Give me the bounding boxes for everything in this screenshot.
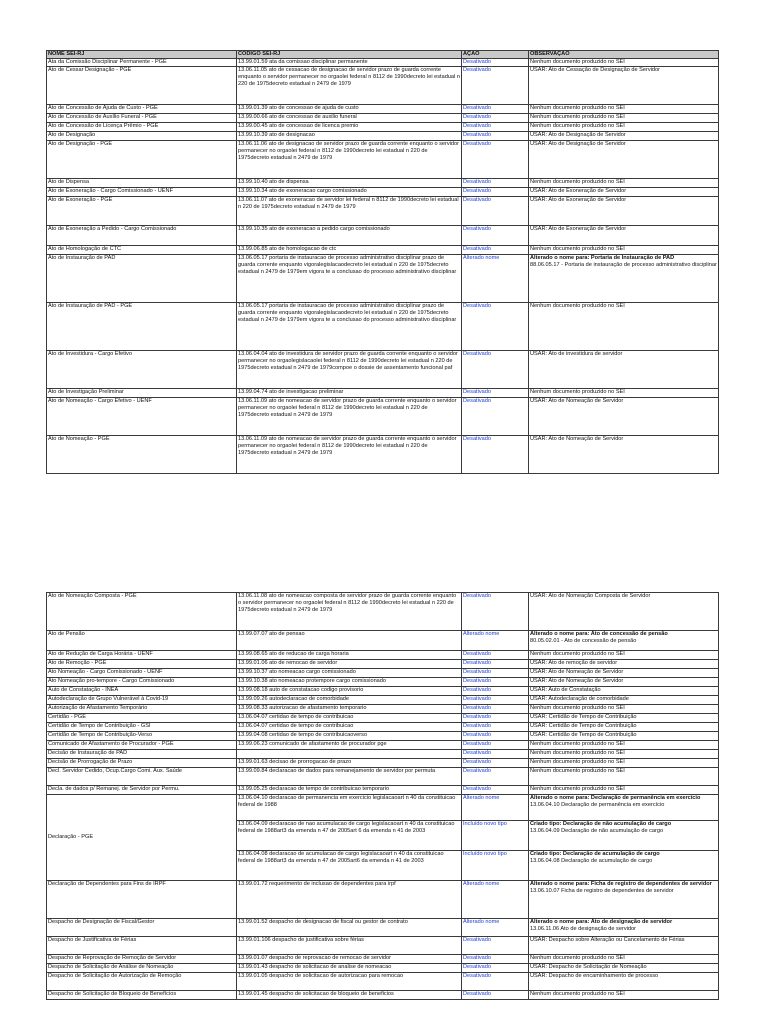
cell-acao: Desativado bbox=[462, 132, 529, 141]
cell-acao: Desativado bbox=[462, 651, 529, 660]
table-row bbox=[47, 795, 719, 821]
table-header-row bbox=[47, 51, 719, 59]
cell-nome: Ato Nomeação pro-tempore - Cargo Comissionado bbox=[47, 678, 237, 687]
cell-observacao bbox=[529, 351, 719, 389]
cell-nome: Ato de Nomeação - Cargo Efetivo - UENF bbox=[47, 398, 237, 436]
observation-text: Nenhum documento produzido no SEI bbox=[530, 955, 625, 961]
cell-acao: Desativado bbox=[462, 303, 529, 351]
cell-acao: Desativado bbox=[462, 188, 529, 197]
table-row bbox=[47, 67, 719, 105]
cell-observacao bbox=[529, 696, 719, 705]
observation-text: USAR: Ato de Cessação de Designação de Servidor bbox=[530, 67, 660, 73]
cell-nome: Autorização de Afastamento Temporário bbox=[47, 705, 237, 714]
cell-codigo: 13.99.09.26 autodeclaracao de comorbidade bbox=[237, 696, 462, 705]
cell-observacao bbox=[529, 678, 719, 687]
cell-observacao bbox=[529, 197, 719, 226]
cell-codigo: 13.06.05.17 portaria de instauracao de processo administrativo disciplinar prazo de guarda corrente enquanto vigoralegislacaodecreto lei estadual n 220 de 1975decreto estadual n 2479 de 1979em vigora te a conclusao do processo administrativo disciplinar bbox=[237, 303, 462, 351]
table-row bbox=[47, 631, 719, 651]
cell-acao: Desativado bbox=[462, 687, 529, 696]
cell-codigo: 13.99.01.07 despacho de reprovacao de remocao de servidor bbox=[237, 955, 462, 964]
observation-text: USAR: Auto de Constatação bbox=[530, 687, 601, 693]
table-row bbox=[47, 197, 719, 226]
observation-text: USAR: Ato de Nomeação de Servidor bbox=[530, 678, 624, 684]
cell-observacao bbox=[529, 303, 719, 351]
table-row bbox=[47, 132, 719, 141]
cell-codigo: 13.99.01.05 despacho de solicitacao de autorizacao para remocao bbox=[237, 973, 462, 991]
cell-codigo: 13.99.10.40 ato de dispensa bbox=[237, 179, 462, 188]
observation-text: Nenhum documento produzido no SEI bbox=[530, 179, 625, 185]
cell-acao: Desativado bbox=[462, 141, 529, 179]
cell-nome: Ato de Designação - PGE bbox=[47, 141, 237, 179]
observation-text: Nenhum documento produzido no SEI bbox=[530, 59, 625, 65]
cell-acao: Desativado bbox=[462, 59, 529, 67]
cell-nome: Ato de Nomeação Composta - PGE bbox=[47, 593, 237, 631]
table-body-bottom bbox=[47, 593, 719, 1000]
cell-nome: Ato de Investigação Preliminar bbox=[47, 389, 237, 398]
header-codigo: CÓDIGO SEI-RJ bbox=[237, 51, 462, 59]
cell-codigo: 13.99.01.45 despacho de solicitacao de bloqueio de beneficios bbox=[237, 991, 462, 1000]
cell-nome: Ato de Exoneração - Cargo Comissionado - UENF bbox=[47, 188, 237, 197]
observation-title: Alterado o nome para: Ficha de registro de dependentes de servidor bbox=[530, 881, 712, 887]
cell-codigo: 13.99.08.65 ato de reducao de carga horaria bbox=[237, 651, 462, 660]
cell-nome: Ato de Pensão bbox=[47, 631, 237, 651]
cell-nome: Ato de Concessão de Ajuda de Custo - PGE bbox=[47, 105, 237, 114]
table-row bbox=[47, 246, 719, 255]
cell-nome: Ato Nomeação - Cargo Comissionado - UENF bbox=[47, 669, 237, 678]
cell-codigo: 13.99.10.35 ato de exoneracao a pedido cargo comissionado bbox=[237, 226, 462, 246]
cell-codigo: 13.99.10.39 ato de designacao bbox=[237, 132, 462, 141]
cell-codigo: 13.99.01.72 requerimento de inclusao de dependentes para irpf bbox=[237, 881, 462, 919]
table-row bbox=[47, 669, 719, 678]
table-row bbox=[47, 660, 719, 669]
cell-nome: Ato de Redução de Carga Horária - UENF bbox=[47, 651, 237, 660]
cell-observacao bbox=[529, 786, 719, 795]
cell-observacao bbox=[529, 398, 719, 436]
observation-text: 80.05.02.01 - Ato de concessão de pensão bbox=[530, 638, 637, 644]
table-row bbox=[47, 768, 719, 786]
observation-title: Criado tipo: Declaração de acumulação de cargo bbox=[530, 851, 660, 857]
cell-codigo bbox=[237, 750, 462, 759]
cell-codigo: 13.06.04.08 declaracao de acumulacao de cargo legislacaoart n 40 da constituicao federal de 1988art3 da emenda n 47 de 2005art6 da emenda n 41 de 2003 bbox=[237, 851, 462, 881]
table-row bbox=[47, 937, 719, 955]
cell-nome: Ato de Dispensa bbox=[47, 179, 237, 188]
cell-codigo: 13.99.01.106 despacho de justificativa sobre férias bbox=[237, 937, 462, 955]
cell-observacao bbox=[529, 687, 719, 696]
cell-acao: Desativado bbox=[462, 678, 529, 687]
cell-acao: Desativado bbox=[462, 114, 529, 123]
cell-acao: Desativado bbox=[462, 759, 529, 768]
cell-observacao bbox=[529, 955, 719, 964]
observation-text: USAR: Certidão de Tempo de Contribuição bbox=[530, 714, 637, 720]
cell-observacao bbox=[529, 732, 719, 741]
cell-observacao bbox=[529, 132, 719, 141]
cell-codigo: 13.06.04.07 certidao de tempo de contribuicao bbox=[237, 714, 462, 723]
table-row bbox=[47, 678, 719, 687]
cell-observacao bbox=[529, 593, 719, 631]
observation-text: 13.06.04.08 Declaração de acumulação de cargo bbox=[530, 858, 653, 864]
observation-text: USAR: Ato de Designação de Servidor bbox=[530, 141, 626, 147]
table-row bbox=[47, 59, 719, 67]
document-table-bottom bbox=[46, 592, 719, 1000]
table-row bbox=[47, 991, 719, 1000]
cell-observacao bbox=[529, 851, 719, 881]
cell-nome: Ato de Instauração de PAD - PGE bbox=[47, 303, 237, 351]
observation-text: Nenhum documento produzido no SEI bbox=[530, 303, 625, 309]
cell-acao: Desativado bbox=[462, 723, 529, 732]
table-row bbox=[47, 759, 719, 768]
cell-acao: Desativado bbox=[462, 436, 529, 474]
table-row bbox=[47, 226, 719, 246]
observation-text: Nenhum documento produzido no SEI bbox=[530, 246, 625, 252]
cell-acao: Desativado bbox=[462, 67, 529, 105]
cell-nome: Ato de Investidura - Cargo Efetivo bbox=[47, 351, 237, 389]
cell-nome: Autodeclaração de Grupo Vulnerável à Covid-19 bbox=[47, 696, 237, 705]
cell-nome: Ato de Concessão de Licença Prêmio - PGE bbox=[47, 123, 237, 132]
cell-observacao bbox=[529, 105, 719, 114]
observation-title: Alterado o nome para: Ato de designação de servidor bbox=[530, 919, 673, 925]
cell-observacao bbox=[529, 750, 719, 759]
cell-observacao bbox=[529, 723, 719, 732]
observation-text: USAR: Ato de Exoneração de Servidor bbox=[530, 197, 627, 203]
cell-codigo: 13.99.00.66 ato de concessao de auxilio funeral bbox=[237, 114, 462, 123]
cell-nome: Despacho de Solicitação de Autorização de Remoção bbox=[47, 973, 237, 991]
table-row bbox=[47, 786, 719, 795]
cell-acao: Desativado bbox=[462, 389, 529, 398]
cell-acao: Desativado bbox=[462, 750, 529, 759]
observation-text: USAR: Certidão de Tempo de Contribuição bbox=[530, 723, 637, 729]
cell-codigo: 13.06.04.09 declaracao de nao acumulacao de cargo legislacaoart n 40 da constituicao federal de 1988art3 da emenda n 47 de 2005art 6 da emenda n 41 de 2003 bbox=[237, 821, 462, 851]
cell-codigo: 13.99.08.33 autorizacao de afastamento temporario bbox=[237, 705, 462, 714]
cell-codigo: 13.99.08.18 auto de constatacao codigo provisorio bbox=[237, 687, 462, 696]
cell-nome: Auto de Constatação - INEA bbox=[47, 687, 237, 696]
cell-acao: Desativado bbox=[462, 105, 529, 114]
cell-codigo: 13.99.07.07 ato de pensao bbox=[237, 631, 462, 651]
cell-acao: Desativado bbox=[462, 973, 529, 991]
cell-codigo: 13.99.05.25 declaracao de tempo de contribuicao temporario bbox=[237, 786, 462, 795]
table-row bbox=[47, 398, 719, 436]
cell-codigo: 13.06.05.17 portaria de instauracao de processo administrativo disciplinar prazo de guarda corrente enquanto vigoralegislacaodecreto lei estadual n 220 de 1975decreto estadual n 2479 de 1979em vigora te a conclusao do processo administrativo disciplinar bbox=[237, 255, 462, 303]
cell-codigo: 13.06.11.09 ato de nomeacao de servidor prazo de guarda corrente enquanto o servidor permanecer no orgaolei federal n 8112 de 1990decreto lei estadual n 220 de 1975decreto estadual n 2479 de 1979 bbox=[237, 398, 462, 436]
cell-acao: Desativado bbox=[462, 660, 529, 669]
cell-acao: Alterado nome bbox=[462, 631, 529, 651]
observation-title: Alterado o nome para: Portaria de Instauração de PAD bbox=[530, 255, 675, 261]
cell-observacao bbox=[529, 919, 719, 937]
table-row bbox=[47, 964, 719, 973]
cell-nome: Decisão de Instauração de PAD bbox=[47, 750, 237, 759]
observation-text: USAR: Certidão de Tempo de Contribuição bbox=[530, 732, 637, 738]
observation-text: USAR: Despacho de encaminhamento de processo bbox=[530, 973, 659, 979]
document-table-top bbox=[46, 50, 719, 474]
observation-text: USAR: Ato de Exoneração de Servidor bbox=[530, 226, 627, 232]
cell-nome: Decisão de Prorrogação de Prazo bbox=[47, 759, 237, 768]
cell-observacao bbox=[529, 705, 719, 714]
observation-text: 88.06.05.17 - Portaria de instauração de processo administrativo disciplinar bbox=[530, 262, 717, 268]
cell-nome: Ato de Exoneração - PGE bbox=[47, 197, 237, 226]
cell-observacao bbox=[529, 59, 719, 67]
observation-text: USAR: Autodeclaração de comorbidade bbox=[530, 696, 629, 702]
header-acao: AÇÃO bbox=[462, 51, 529, 59]
cell-acao: Desativado bbox=[462, 669, 529, 678]
observation-text: Nenhum documento produzido no SEI bbox=[530, 389, 625, 395]
cell-observacao bbox=[529, 964, 719, 973]
cell-nome: Ato de Homologação de CTC bbox=[47, 246, 237, 255]
cell-observacao bbox=[529, 741, 719, 750]
cell-acao: Desativado bbox=[462, 786, 529, 795]
cell-nome: Ato de Exoneração a Pedido - Cargo Comissionado bbox=[47, 226, 237, 246]
header-nome: NOME SEI-RJ bbox=[47, 51, 237, 59]
cell-observacao bbox=[529, 768, 719, 786]
cell-nome: Ata da Comissão Disciplinar Permanente - PGE bbox=[47, 59, 237, 67]
cell-observacao bbox=[529, 973, 719, 991]
cell-nome: Ato de Remoção - PGE bbox=[47, 660, 237, 669]
table-row bbox=[47, 687, 719, 696]
table-row bbox=[47, 303, 719, 351]
table-row bbox=[47, 114, 719, 123]
cell-observacao bbox=[529, 226, 719, 246]
observation-text: Nenhum documento produzido no SEI bbox=[530, 786, 625, 792]
cell-acao: Desativado bbox=[462, 732, 529, 741]
cell-nome: Comunicado de Afastamento de Procurador - PGE bbox=[47, 741, 237, 750]
cell-acao: Alterado nome bbox=[462, 795, 529, 821]
observation-text: USAR: Despacho de Solicitação de Nomeação bbox=[530, 964, 647, 970]
observation-text: USAR: Ato de Designação de Servidor bbox=[530, 132, 626, 138]
observation-text: USAR: Ato de Nomeação Composta de Servidor bbox=[530, 593, 651, 599]
table-row bbox=[47, 919, 719, 937]
observation-title: Criado tipo: Declaração de não acumulação de cargo bbox=[530, 821, 672, 827]
cell-acao: Desativado bbox=[462, 964, 529, 973]
observation-text: USAR: Despacho sobre Alteração ou Cancelamento de Férias bbox=[530, 937, 685, 943]
observation-title: Alterado o nome para: Declaração de permanência em exercício bbox=[530, 795, 701, 801]
cell-nome: Despacho de Solicitação de Análise de Nomeação bbox=[47, 964, 237, 973]
cell-nome: Ato de Concessão de Auxílio Funeral - PGE bbox=[47, 114, 237, 123]
observation-text: 13.06.04.10 Declaração de permanência em exercício bbox=[530, 802, 665, 808]
observation-text: 13.06.11.06 Ato de designação de servidor bbox=[530, 926, 636, 932]
table-body-top bbox=[47, 59, 719, 474]
cell-codigo: 13.06.11.08 ato de nomeacao composta de servidor prazo de guarda corrente enquanto o servidor permanecer no orgaolei federal n 8112 de 1990decreto lei estadual n 220 de 1975decreto estadual n 2479 de 1979 bbox=[237, 593, 462, 631]
table-row bbox=[47, 750, 719, 759]
cell-codigo: 13.06.04.10 declaracao de permanencia em exercicio legislacaoart n 40 da constituicao federal de 1988 bbox=[237, 795, 462, 821]
observation-text: USAR: Ato de Nomeação de Servidor bbox=[530, 669, 624, 675]
cell-codigo: 13.99.04.08 certidao de tempo de contribuicaoverso bbox=[237, 732, 462, 741]
cell-acao: Desativado bbox=[462, 197, 529, 226]
header-observacao: OBSERVAÇÃO bbox=[529, 51, 719, 59]
cell-acao: Desativado bbox=[462, 937, 529, 955]
table-row bbox=[47, 179, 719, 188]
cell-acao: Desativado bbox=[462, 398, 529, 436]
table-row bbox=[47, 188, 719, 197]
table-row bbox=[47, 714, 719, 723]
cell-observacao bbox=[529, 821, 719, 851]
cell-observacao bbox=[529, 114, 719, 123]
cell-codigo: 13.06.04.07 certidao de tempo de contribuicao bbox=[237, 723, 462, 732]
table-row bbox=[47, 973, 719, 991]
cell-nome: Declaração - PGE bbox=[47, 795, 237, 881]
table-row bbox=[47, 255, 719, 303]
table-row bbox=[47, 141, 719, 179]
cell-observacao bbox=[529, 246, 719, 255]
observation-text: 13.06.04.09 Declaração de não acumulação de cargo bbox=[530, 828, 664, 834]
cell-observacao bbox=[529, 881, 719, 919]
observation-text: 13.06.10.07 Ficha de registro de dependentes de servidor bbox=[530, 888, 674, 894]
table-row bbox=[47, 651, 719, 660]
cell-acao: Alterado nome bbox=[462, 919, 529, 937]
cell-nome: Certidão de Tempo de Contribuição-Verso bbox=[47, 732, 237, 741]
observation-text: Nenhum documento produzido no SEI bbox=[530, 705, 625, 711]
cell-acao: Desativado bbox=[462, 226, 529, 246]
table-row bbox=[47, 436, 719, 474]
table-row bbox=[47, 696, 719, 705]
cell-nome: Certidão - PGE bbox=[47, 714, 237, 723]
cell-codigo: 13.99.10.37 ato nomeacao cargo comissionado bbox=[237, 669, 462, 678]
cell-codigo: 13.06.11.05 ato de cessacao de designacao de servidor prazo de guarda corrente enquanto o servidor permanecer no orgaolei federal n 8112 de 1990decreto lei estadual n 220 de 1975decreto estadual n 2479 de 1979 bbox=[237, 67, 462, 105]
cell-observacao bbox=[529, 651, 719, 660]
cell-acao: Desativado bbox=[462, 714, 529, 723]
cell-observacao bbox=[529, 389, 719, 398]
observation-text: Nenhum documento produzido no SEI bbox=[530, 759, 625, 765]
cell-acao: Desativado bbox=[462, 179, 529, 188]
cell-codigo: 13.99.10.34 ato de exoneracao cargo comissionado bbox=[237, 188, 462, 197]
cell-observacao bbox=[529, 188, 719, 197]
cell-observacao bbox=[529, 631, 719, 651]
cell-codigo: 13.99.06.85 ato de homologacao de ctc bbox=[237, 246, 462, 255]
observation-text: Nenhum documento produzido no SEI bbox=[530, 750, 625, 756]
cell-observacao bbox=[529, 255, 719, 303]
cell-codigo: 13.06.11.09 ato de nomeacao de servidor prazo de guarda corrente enquanto o servidor permanecer no orgaolei federal n 8112 de 1990decreto lei estadual n 220 de 1975decreto estadual n 2479 de 1979 bbox=[237, 436, 462, 474]
table-row bbox=[47, 732, 719, 741]
cell-observacao bbox=[529, 67, 719, 105]
cell-acao: Desativado bbox=[462, 768, 529, 786]
cell-codigo: 13.99.01.06 ato de remocao de servidor bbox=[237, 660, 462, 669]
table-row bbox=[47, 881, 719, 919]
cell-observacao bbox=[529, 123, 719, 132]
cell-observacao bbox=[529, 795, 719, 821]
cell-acao: Desativado bbox=[462, 593, 529, 631]
table-row bbox=[47, 105, 719, 114]
cell-acao: Desativado bbox=[462, 955, 529, 964]
table-row bbox=[47, 351, 719, 389]
observation-text: USAR: Ato de investidura de servidor bbox=[530, 351, 623, 357]
cell-nome: Declaração de Dependentes para Fins de IRPF bbox=[47, 881, 237, 919]
observation-text: Nenhum documento produzido no SEI bbox=[530, 741, 625, 747]
cell-observacao bbox=[529, 937, 719, 955]
cell-nome: Decl. Servidor Cedido, Ocup.Cargo Comi. Aux. Saúde bbox=[47, 768, 237, 786]
cell-codigo: 13.99.01.63 decisao de prorrogacao de prazo bbox=[237, 759, 462, 768]
observation-text: Nenhum documento produzido no SEI bbox=[530, 123, 625, 129]
cell-codigo: 13.99.09.84 declaracao de dados para remanejamento de servidor por permuta bbox=[237, 768, 462, 786]
cell-nome: Ato de Nomeação - PGE bbox=[47, 436, 237, 474]
cell-observacao bbox=[529, 759, 719, 768]
observation-text: USAR: Ato de Exoneração de Servidor bbox=[530, 188, 627, 194]
cell-codigo: 13.99.00.45 ato de concessao de licenca premio bbox=[237, 123, 462, 132]
observation-text: Nenhum documento produzido no SEI bbox=[530, 651, 625, 657]
cell-nome: Despacho de Solicitação de Bloqueio de Benefícios bbox=[47, 991, 237, 1000]
cell-codigo: 13.99.01.43 despacho de solicitacao de analise de nomeacao bbox=[237, 964, 462, 973]
table-row bbox=[47, 593, 719, 631]
cell-observacao bbox=[529, 436, 719, 474]
cell-observacao bbox=[529, 179, 719, 188]
observation-title: Alterado o nome para: Ato de concessão de pensão bbox=[530, 631, 668, 637]
cell-nome: Ato de Cessar Designação - PGE bbox=[47, 67, 237, 105]
cell-codigo: 13.99.01.52 despacho de designacao de fiscal ou gestor de contrato bbox=[237, 919, 462, 937]
cell-acao: Desativado bbox=[462, 991, 529, 1000]
cell-codigo: 13.06.04.04 ato de investidura de servidor prazo de guarda corrente enquanto o servidor permanecer no orgaolegislacaolei federal n 8112 de 1990decreto lei estadual n 220 de 1975decreto estadual n 2479 de 1979compoe o dossie de assentamento funcional paf bbox=[237, 351, 462, 389]
table-row bbox=[47, 123, 719, 132]
cell-nome: Despacho de Reprovação de Remoção de Servidor bbox=[47, 955, 237, 964]
cell-observacao bbox=[529, 141, 719, 179]
cell-nome: Despacho de Designação de Fiscal/Gestor bbox=[47, 919, 237, 937]
cell-observacao bbox=[529, 660, 719, 669]
observation-text: USAR: Ato de remoção de servidor bbox=[530, 660, 618, 666]
observation-text: USAR: Ato de Nomeação de Servidor bbox=[530, 398, 624, 404]
table-row bbox=[47, 389, 719, 398]
cell-nome: Decla. de dados p/ Remanej. de Servidor por Permu. bbox=[47, 786, 237, 795]
cell-acao: Alterado nome bbox=[462, 881, 529, 919]
cell-codigo: 13.99.06.23 comunicado de afastamento de procurador pge bbox=[237, 741, 462, 750]
cell-acao: Desativado bbox=[462, 123, 529, 132]
cell-nome: Ato de Instauração de PAD bbox=[47, 255, 237, 303]
table-row bbox=[47, 741, 719, 750]
cell-codigo: 13.99.04.74 ato de investigacao preliminar bbox=[237, 389, 462, 398]
cell-acao: Alterado nome bbox=[462, 255, 529, 303]
cell-acao: Incluído novo tipo bbox=[462, 821, 529, 851]
observation-text: USAR: Ato de Nomeação de Servidor bbox=[530, 436, 624, 442]
cell-codigo: 13.06.11.07 ato de exoneracao de servidor lei federal n 8112 de 1990decreto lei estadual n 220 de 1975decreto estadual n 2479 de 1979 bbox=[237, 197, 462, 226]
table-row bbox=[47, 705, 719, 714]
observation-text: Nenhum documento produzido no SEI bbox=[530, 991, 625, 997]
cell-nome: Ato de Designação bbox=[47, 132, 237, 141]
observation-text: Nenhum documento produzido no SEI bbox=[530, 768, 625, 774]
cell-nome: Certidão de Tempo de Contribuição - GSI bbox=[47, 723, 237, 732]
cell-acao: Desativado bbox=[462, 696, 529, 705]
cell-codigo: 13.99.01.59 ata da comissao disciplinar permanente bbox=[237, 59, 462, 67]
cell-observacao bbox=[529, 669, 719, 678]
cell-acao: Desativado bbox=[462, 351, 529, 389]
observation-text: Nenhum documento produzido no SEI bbox=[530, 105, 625, 111]
cell-codigo: 13.06.11.06 ato de designacao de servidor prazo de guarda corrente enquanto o servidor permanecer no orgaolei federal n 8112 de 1990decreto lei estadual n 220 de 1975decreto estadual n 2479 de 1979 bbox=[237, 141, 462, 179]
cell-acao: Desativado bbox=[462, 246, 529, 255]
cell-nome: Despacho de Justificativa de Férias bbox=[47, 937, 237, 955]
table-row bbox=[47, 955, 719, 964]
cell-codigo: 13.99.10.38 ato nomeacao protempore cargo comissionado bbox=[237, 678, 462, 687]
cell-codigo: 13.99.01.39 ato de concessao de ajuda de custo bbox=[237, 105, 462, 114]
cell-observacao bbox=[529, 714, 719, 723]
cell-acao: Desativado bbox=[462, 741, 529, 750]
table-row bbox=[47, 723, 719, 732]
observation-text: Nenhum documento produzido no SEI bbox=[530, 114, 625, 120]
cell-acao: Incluído novo tipo bbox=[462, 851, 529, 881]
cell-acao: Desativado bbox=[462, 705, 529, 714]
cell-observacao bbox=[529, 991, 719, 1000]
